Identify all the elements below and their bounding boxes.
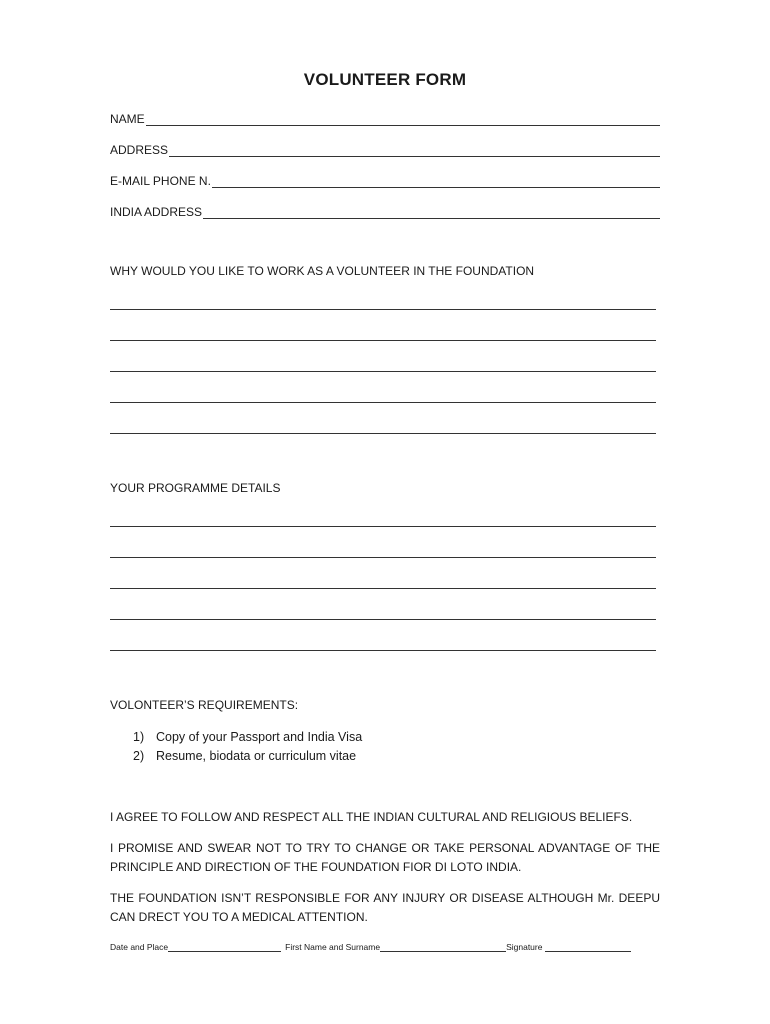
programme-answer-line[interactable] (110, 619, 656, 620)
why-answer-line[interactable] (110, 402, 656, 403)
name-surname-label: First Name and Surname (285, 942, 381, 952)
agreement-liability: THE FOUNDATION ISN’T RESPONSIBLE FOR ANY INJURY OR DISEASE ALTHOUGH Mr. DEEPU CAN DRECT YOU TO A MEDICAL ATTENTION. (110, 891, 660, 924)
email-phone-label: E-MAIL PHONE N. (110, 174, 211, 188)
programme-answer-line[interactable] (110, 588, 656, 589)
requirements-heading: VOLONTEER’S REQUIREMENTS: (110, 698, 299, 712)
india-address-field[interactable] (110, 203, 660, 219)
requirement-number: 1) (133, 730, 145, 744)
requirements-list (133, 728, 362, 766)
why-answer-line[interactable] (110, 433, 656, 434)
programme-details-heading: YOUR PROGRAMME DETAILS (110, 481, 281, 495)
name-label: NAME (110, 112, 145, 126)
why-answer-line[interactable] (110, 309, 656, 310)
why-volunteer-question: WHY WOULD YOU LIKE TO WORK AS A VOLUNTEER IN THE FOUNDATION (110, 264, 535, 278)
agreement-respect-beliefs: I AGREE TO FOLLOW AND RESPECT ALL THE INDIAN CULTURAL AND RELIGIOUS BELIEFS. (110, 810, 633, 824)
signature-input-line[interactable] (545, 943, 631, 952)
requirement-item (133, 728, 362, 747)
india-address-input-line[interactable] (203, 206, 660, 219)
email-phone-input-line[interactable] (212, 175, 660, 188)
name-surname-input-line[interactable] (380, 943, 506, 952)
address-label: ADDRESS (110, 143, 169, 157)
address-field[interactable] (110, 141, 660, 157)
name-field[interactable] (110, 110, 660, 126)
requirement-text: Copy of your Passport and India Visa (156, 730, 363, 744)
programme-answer-line[interactable] (110, 526, 656, 527)
requirement-number: 2) (133, 749, 145, 763)
programme-answer-line[interactable] (110, 650, 656, 651)
india-address-label: INDIA ADDRESS (110, 205, 203, 219)
requirement-item (133, 747, 362, 766)
name-input-line[interactable] (146, 113, 660, 126)
address-input-line[interactable] (169, 144, 660, 157)
form-title: VOLUNTEER FORM (303, 70, 467, 89)
requirement-text: Resume, biodata or curriculum vitae (156, 749, 357, 763)
programme-answer-line[interactable] (110, 557, 656, 558)
why-answer-line[interactable] (110, 371, 656, 372)
email-phone-field[interactable] (110, 172, 660, 188)
signature-row (110, 942, 670, 952)
date-place-input-line[interactable] (168, 943, 281, 952)
date-place-label: Date and Place (110, 942, 169, 952)
why-answer-line[interactable] (110, 340, 656, 341)
signature-label: Signature (506, 942, 543, 952)
agreement-no-advantage: I PROMISE AND SWEAR NOT TO TRY TO CHANGE OR TAKE PERSONAL ADVANTAGE OF THE PRINCIPLE AND DIRECTION OF THE FOUNDATION FIOR DI LOTO INDIA. (110, 841, 660, 874)
